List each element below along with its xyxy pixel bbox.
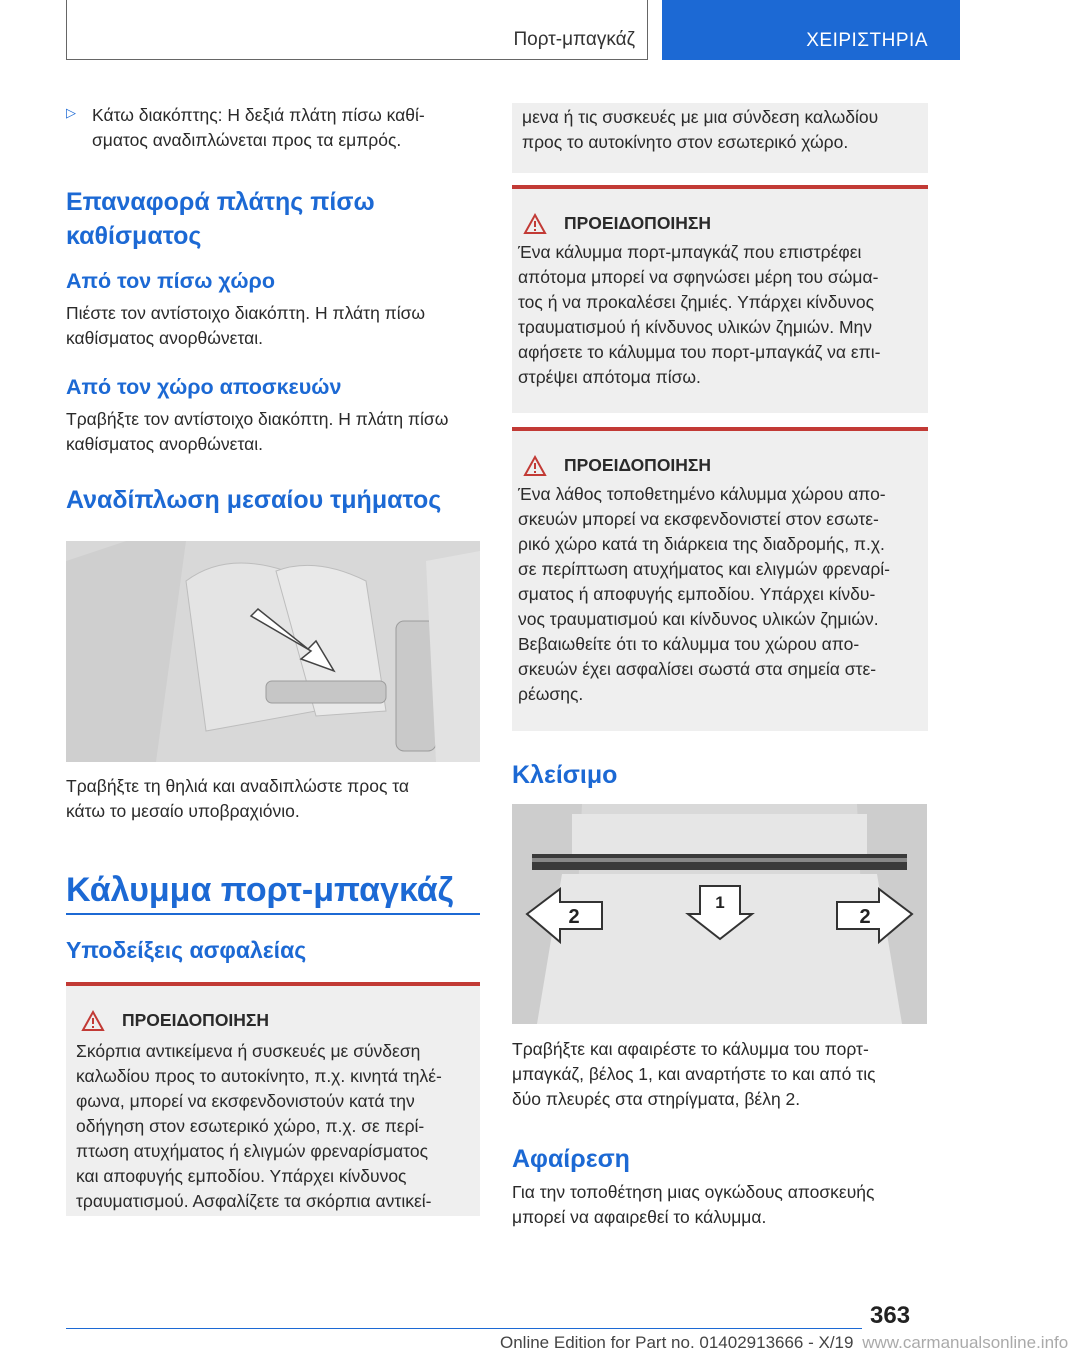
warning-header xyxy=(518,455,918,476)
heading-cargo-cover: Κάλυμμα πορτ-μπαγκάζ xyxy=(66,871,454,909)
heading-from-rear: Από τον πίσω χώρο xyxy=(66,269,275,293)
left-column xyxy=(66,103,481,517)
heading-close: Κλείσιμο xyxy=(512,761,618,789)
arrow-2-label: 2 xyxy=(568,906,580,928)
warning-box xyxy=(512,185,928,413)
paragraph-line: Πιέστε τον αντίστοιχο διακόπτη. Η πλάτη πίσω xyxy=(66,303,426,323)
warning-line: και αποφυγής εμποδίου. Υπάρχει κίνδυνος xyxy=(76,1166,407,1186)
paragraph-line: Τραβήξτε τη θηλιά και αναδιπλώστε προς τα xyxy=(66,776,410,796)
warning-line: προς το αυτοκίνητο στον εσωτερικό χώρο. xyxy=(522,132,849,152)
warning-line: ρέωσης. xyxy=(518,684,584,704)
footer-edition xyxy=(500,1333,1068,1353)
cargo-cover-photo xyxy=(512,804,927,1024)
footer-divider xyxy=(66,1328,862,1329)
warning-title: ΠΡΟΕΙΔΟΠΟΙΗΣΗ xyxy=(564,213,712,233)
warning-triangle-icon xyxy=(524,456,546,476)
warning-line: σκευών μπορεί να εκσφενδονιστεί στον εσωτε- xyxy=(518,509,879,529)
warning-line: οδήγηση στον εσωτερικό χώρο, π.χ. σε περί- xyxy=(76,1116,425,1136)
paragraph-line: μπορεί να αφαιρεθεί το κάλυμμα. xyxy=(512,1207,767,1227)
edition-text: Online Edition for Part no. 01402913666 - X/19 xyxy=(500,1333,854,1352)
header-section-box xyxy=(66,0,648,60)
warning-continuation-box xyxy=(512,103,928,173)
warning-line: νος τραυματισμού και κίνδυνος υλικών ζημιών. xyxy=(518,609,879,629)
warning-line: αφήσετε το κάλυμμα του πορτ-μπαγκάζ να επι- xyxy=(518,342,881,362)
left-column-lower xyxy=(66,774,481,967)
warning-line: πτωση ατυχήματος ή ελιγμών φρεναρίσματος xyxy=(76,1141,428,1161)
warning-header xyxy=(518,213,918,234)
paragraph-line: Για την τοποθέτηση μιας ογκώδους αποσκευής xyxy=(512,1182,875,1202)
right-column-lower xyxy=(512,1037,928,1230)
rear-seat-illustration xyxy=(66,541,480,762)
warning-line: Ένα κάλυμμα πορτ-μπαγκάζ που επιστρέφει xyxy=(518,242,862,262)
warning-triangle-icon xyxy=(82,1011,104,1031)
warning-line: τραυματισμού. Ασφαλίζετε τα σκόρπια αντικεί- xyxy=(76,1191,432,1211)
paragraph-line: Τραβήξτε και αφαιρέστε το κάλυμμα του πορτ- xyxy=(512,1039,869,1059)
step-text-line: Κάτω διακόπτης: Η δεξιά πλάτη πίσω καθί- xyxy=(92,105,425,125)
warning-line: τος ή να προκαλέσει ζημιές. Υπάρχει κίνδυνος xyxy=(518,292,875,312)
warning-box xyxy=(512,427,928,731)
heading-reset-backrest: Επαναφορά πλάτης πίσω xyxy=(66,188,375,216)
warning-box xyxy=(66,982,480,1216)
heading-from-cargo: Από τον χώρο αποσκευών xyxy=(66,375,342,399)
header-chapter-tab xyxy=(662,0,960,60)
warning-line: απότομα μπορεί να σφηνώσει μέρη του σώμα- xyxy=(518,267,879,287)
rear-seat-photo xyxy=(66,541,480,762)
warning-header xyxy=(76,1010,470,1031)
warning-line: φωνα, μπορεί να εκσφενδονιστούν κατά την xyxy=(76,1091,415,1111)
paragraph-line: καθίσματος ανορθώνεται. xyxy=(66,434,264,454)
warning-title: ΠΡΟΕΙΔΟΠΟΙΗΣΗ xyxy=(564,455,712,475)
heading-fold-middle: Αναδίπλωση μεσαίου τμήματος xyxy=(66,486,442,514)
paragraph-line: μπαγκάζ, βέλος 1, και αναρτήστε το και από τις xyxy=(512,1064,876,1084)
paragraph-line: δύο πλευρές στα στηρίγματα, βέλη 2. xyxy=(512,1089,801,1109)
warning-line: τραυματισμού ή κίνδυνος υλικών ζημιών. Μην xyxy=(518,317,872,337)
warning-line: στρέψει απότομα πίσω. xyxy=(518,367,701,387)
warning-line: Σκόρπια αντικείμενα ή συσκευές με σύνδεση xyxy=(76,1041,421,1061)
arrow-2-label: 2 xyxy=(859,906,871,928)
cargo-cover-illustration xyxy=(512,804,927,1024)
warning-triangle-icon xyxy=(524,214,546,234)
arrow-1-label: 1 xyxy=(715,893,725,912)
heading-remove: Αφαίρεση xyxy=(512,1145,630,1173)
warning-line: καλωδίου προς το αυτοκίνητο, π.χ. κινητά τηλέ- xyxy=(76,1066,442,1086)
paragraph-line: κάτω το μεσαίο υποβραχιόνιο. xyxy=(66,801,300,821)
warning-line: Ένα λάθος τοποθετημένο κάλυμμα χώρου απο- xyxy=(518,484,886,504)
heading-reset-backrest: καθίσματος xyxy=(66,222,202,250)
warning-line: σε περίπτωση ατυχήματος και ελιγμών φρεναρί- xyxy=(518,559,890,579)
warning-line: σκευών έχει ασφαλίσει σωστά στα σημεία στε- xyxy=(518,659,877,679)
warning-line: Βεβαιωθείτε ότι το κάλυμμα του χώρου απο- xyxy=(518,634,860,654)
warning-line: σματος ή αποφυγής εμποδίου. Υπάρχει κίνδυ- xyxy=(518,584,876,604)
paragraph-line: Τραβήξτε τον αντίστοιχο διακόπτη. Η πλάτη πίσω xyxy=(66,409,449,429)
warning-line: ρικό χώρο κατά τη διάρκεια της διαδρομής, π.χ. xyxy=(518,534,885,554)
header-section-title: Πορτ-μπαγκάζ xyxy=(513,29,635,50)
page-number: 363 xyxy=(870,1302,911,1329)
triangle-bullet-icon: ▷ xyxy=(66,105,76,120)
step-text-line: σματος αναδιπλώνεται προς τα εμπρός. xyxy=(92,130,402,150)
warning-line: μενα ή τις συσκευές με μια σύνδεση καλωδίου xyxy=(522,107,879,127)
step-item xyxy=(66,103,481,153)
watermark-text: www.carmanualsonline.info xyxy=(862,1333,1068,1352)
header-chapter-title: ΧΕΙΡΙΣΤΗΡΙΑ xyxy=(806,30,928,51)
heading-safety-notes: Υποδείξεις ασφαλείας xyxy=(66,937,307,963)
paragraph-line: καθίσματος ανορθώνεται. xyxy=(66,328,264,348)
warning-title: ΠΡΟΕΙΔΟΠΟΙΗΣΗ xyxy=(122,1010,270,1030)
